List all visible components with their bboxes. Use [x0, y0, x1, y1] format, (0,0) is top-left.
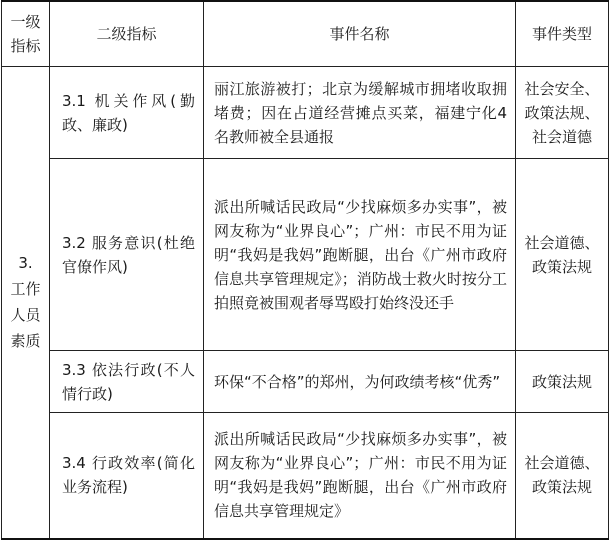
event-name-cell: 环保“不合格”的郑州，为何政绩考核“优秀” — [204, 351, 516, 413]
table-row — [2, 159, 609, 351]
header-event-name: 事件名称 — [204, 1, 516, 67]
table-row — [2, 413, 609, 539]
level1-cell: 3. 工作 人员 素质 — [2, 67, 50, 539]
header-event-type: 事件类型 — [516, 1, 609, 67]
level2-cell: 3.4 行政效率(简化业务流程) — [50, 413, 204, 539]
event-type-cell: 社会道德、 政策法规 — [516, 413, 609, 539]
header-level2: 二级指标 — [50, 1, 204, 67]
level2-cell: 3.3 依法行政(不人情行政) — [50, 351, 204, 413]
header-row — [2, 1, 609, 67]
table-row — [2, 67, 609, 159]
event-name-cell: 丽江旅游被打；北京为缓解城市拥堵收取拥堵费；因在占道经营摊点买菜，福建宁化4名教师被全县通报 — [204, 67, 516, 159]
header-level1: 一级 指标 — [2, 1, 50, 67]
level2-cell: 3.2 服务意识(杜绝官僚作风) — [50, 159, 204, 351]
event-type-cell: 社会道德、 政策法规 — [516, 159, 609, 351]
table-row — [2, 351, 609, 413]
indicator-table — [1, 0, 609, 540]
event-name-cell: 派出所喊话民政局“少找麻烦多办实事”，被网友称为“业界良心”；广州：市民不用为证明“我妈是我妈”跑断腿，出台《广州市政府信息共享管理规定》 — [204, 413, 516, 539]
level2-cell: 3.1 机关作风(勤政、廉政) — [50, 67, 204, 159]
event-type-cell: 政策法规 — [516, 351, 609, 413]
event-type-cell: 社会安全、 政策法规、 社会道德 — [516, 67, 609, 159]
event-name-cell: 派出所喊话民政局“少找麻烦多办实事”，被网友称为“业界良心”；广州：市民不用为证明“我妈是我妈”跑断腿，出台《广州市政府信息共享管理规定》；消防战士救火时按分工拍照竟被围观者辱骂殴打始终没还手 — [204, 159, 516, 351]
